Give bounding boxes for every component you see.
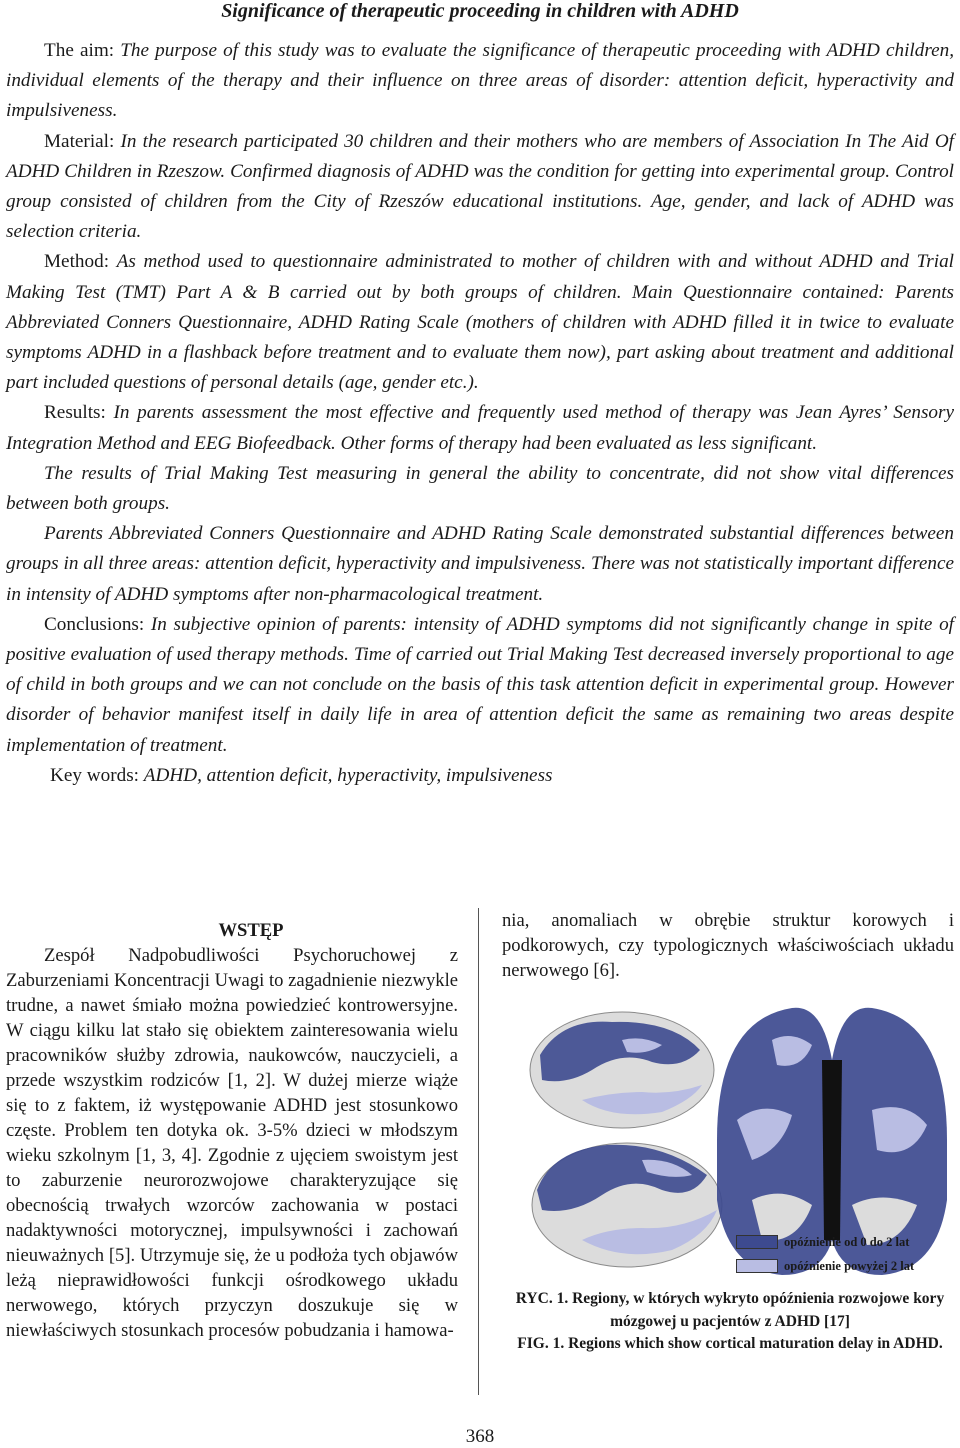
caption-english: FIG. 1. Regions which show cortical maturation delay in ADHD. (517, 1335, 943, 1352)
abstract (6, 36, 954, 791)
abstract-results-2 (6, 459, 954, 519)
brain-lateral-bottom-icon (532, 1143, 722, 1267)
legend-row-1 (736, 1230, 914, 1254)
figure-caption (510, 1288, 950, 1356)
keywords-label: Key words: (50, 764, 139, 786)
keywords-text: ADHD, attention deficit, hyperactivity, impulsiveness (143, 764, 553, 786)
right-column (502, 908, 954, 983)
column-divider (478, 908, 479, 1395)
legend-label-2: opóźnienie powyżej 2 lat (784, 1258, 915, 1273)
intro-paragraph: Zespół Nadpobudliwości Psychoruchowej z Zaburzeniami Koncentracji Uwagi to zagadnienie niezwykle trudne, a nawet śmiało można powiedzieć kontrowersyjne. W ciągu kilku lat stało się obiektem zainteresowania wielu pracowników służby zdrowia, naukowców, nauczycieli, a przede wszystkim rodziców [1, 2]. W dużej mierze wiąże się to z faktem, iż występowanie ADHD jest stosunkowo częste. Problem ten dotyka ok. 3-5% dzieci w młodszym wieku szkolnym [1, 3, 4]. Zgodnie z ujęciem swoistym jest to zaburzenie neurorozwojowe charakteryzujące się obecnością trwałych wzorców zachowania w postaci nadaktywności motorycznej, impulsywności i zachowań nieuważnych [5]. Utrzymuje się, że u podłoża tych objawów leżą nieprawidłowości funkcji ośrodkowego układu nerwowego, których przyczyn doszukuje się w niewłaściwych stosunkach procesów pobudzania i hamowa- (6, 945, 458, 1341)
abstract-method (6, 247, 954, 398)
legend-swatch-2 (736, 1259, 778, 1273)
abstract-material (6, 127, 954, 248)
abstract-results (6, 398, 954, 458)
material-label: Material: (44, 130, 115, 152)
method-label: Method: (44, 251, 110, 273)
figure-legend (736, 1230, 914, 1278)
results-text-3: Parents Abbreviated Conners Questionnaire and ADHD Rating Scale demonstrated substantial differences between groups in all three areas: attention deficit, hyperactivity and impulsiveness. There was not statistically important difference in intensity of ADHD symptoms after non-pharmacological treatment. (6, 523, 954, 605)
section-heading: WSTĘP (218, 920, 284, 941)
page-number: 368 (465, 1426, 495, 1447)
left-column (6, 918, 458, 1343)
intro-continuation: nia, anomaliach w obrębie struktur korowych i podkorowych, czy typologicznych właściwościach układu nerwowego [6]. (502, 910, 954, 981)
aim-text: The purpose of this study was to evaluate the significance of therapeutic proceeding with ADHD children, individual elements of the therapy and their influence on three areas of disorder: attention deficit, hyperactivity and impulsiveness. (6, 40, 955, 122)
results-label: Results: (44, 402, 106, 424)
legend-swatch-1 (736, 1235, 778, 1249)
method-text: As method used to questionnaire administrated to mother of children with and without ADHD and Trial Making Test (TMT) Part A & B carried out by both groups of children. Main Questionnaire contained: Parents Abbreviated Conners Questionnaire, ADHD Rating Scale (mothers of children with ADHD filled it in twice to evaluate symptoms ADHD in a flashback before treatment and to evaluate them now), part asking about treatment and additional part included questions of personal details (age, gender etc.). (6, 251, 954, 394)
abstract-conclusions (6, 610, 954, 761)
results-text-2: The results of Trial Making Test measuring in general the ability to concentrate, did not show vital differences between both groups. (6, 462, 954, 515)
legend-row-2 (736, 1254, 914, 1278)
results-text: In parents assessment the most effective and frequently used method of therapy was Jean Ayres’ Sensory Integration Method and EEG Biofeedback. Other forms of therapy had been evaluated as less significant. (6, 402, 954, 454)
abstract-results-3 (6, 519, 954, 610)
aim-label: The aim: (44, 40, 115, 61)
caption-polish: RYC. 1. Regiony, w których wykryto opóźnienia rozwojowe kory mózgowej u pacjentów z ADHD [17] (515, 1290, 945, 1330)
abstract-keywords (6, 761, 954, 791)
conclusions-label: Conclusions: (44, 613, 145, 635)
brain-lateral-top-icon (530, 1012, 714, 1128)
legend-label-1: opóźnienie od 0 do 2 lat (784, 1234, 910, 1249)
paper-title: Significance of therapeutic proceeding in children with ADHD (221, 0, 739, 22)
conclusions-text: In subjective opinion of parents: intensity of ADHD symptoms did not significantly change in spite of positive evaluation of used therapy methods. Time of carried out Trial Making Test decreased inversely proportional to age of child in both groups and we can not conclude on the basis of this task attention deficit in experimental group. However disorder of behavior manifest itself in daily life in area of attention deficit the same as remaining two areas despite implementation of treatment. (6, 613, 955, 756)
abstract-aim (6, 36, 954, 127)
material-text: In the research participated 30 children and their mothers who are members of Association In The Aid Of ADHD Children in Rzeszow. Confirmed diagnosis of ADHD was the condition for getting into experimental group. Control group consisted of children from the City of Rzeszów educational institutions. Age, gender, and lack of ADHD was selection criteria. (6, 130, 955, 243)
